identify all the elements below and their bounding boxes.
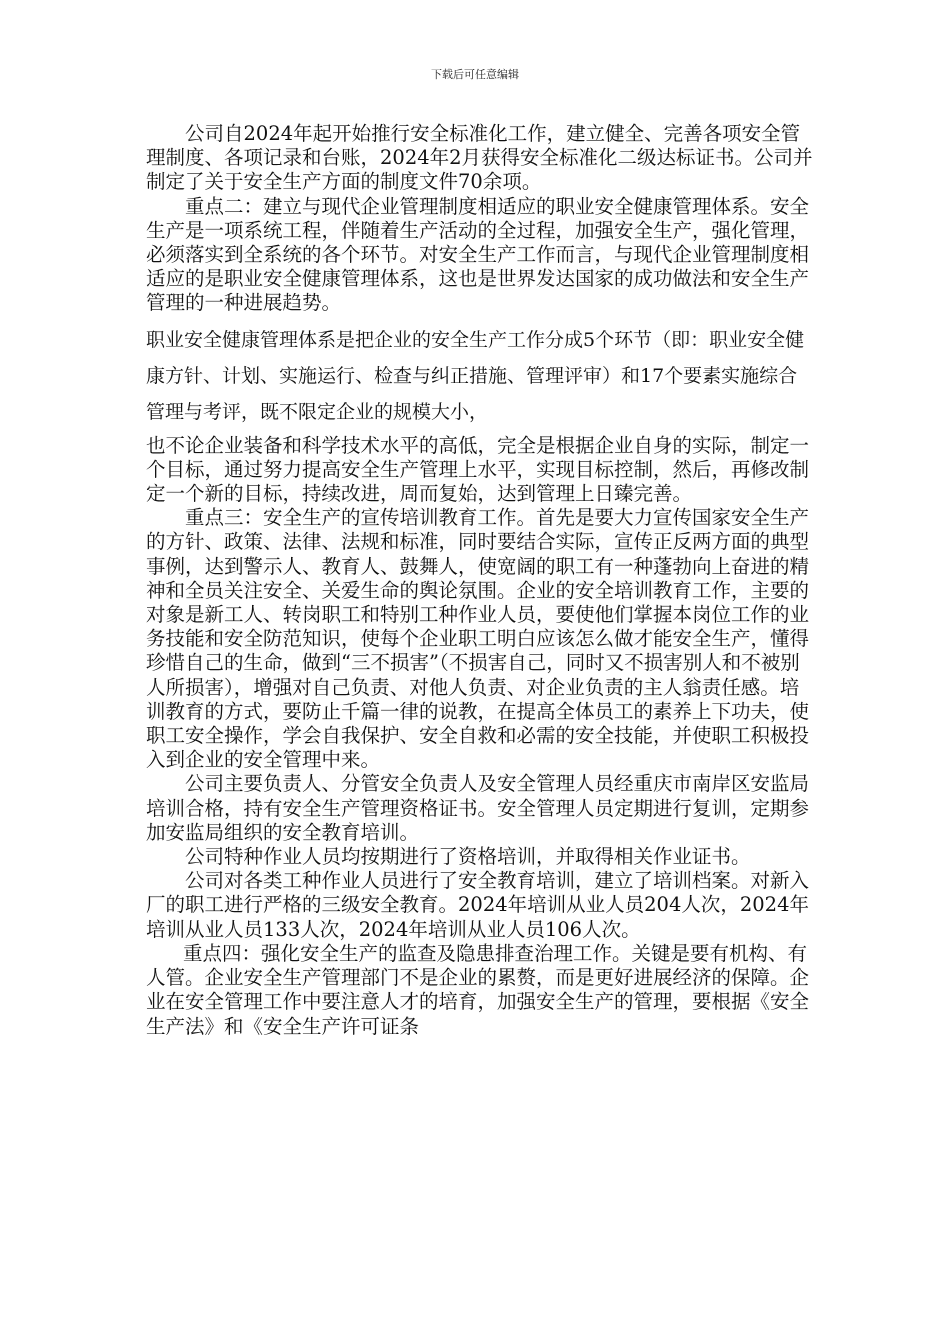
paragraph-key-point-four: 重点四：强化安全生产的监查及隐患排查治理工作。关键是要有机构、有人管。企业安全生产管理部门不是企业的累赘，而是更好进展经济的保障。企业在安全管理工作中要注意人才的培育，加强安全生产的管理，要根据《安全生产法》和《安全生产许可证条 bbox=[146, 941, 810, 1038]
paragraph-standardization: 公司自2024年起开始推行安全标准化工作，建立健全、完善各项安全管理制度、各项记录和台账，2024年2月获得安全标准化二级达标证书。公司并制定了关于安全生产方面的制度文件70余项。 bbox=[146, 122, 813, 194]
paragraph-ohs-continuation: 也不论企业装备和科学技术水平的高低，完全是根据企业自身的实际，制定一个目标，通过努力提高安全生产管理上水平，实现目标控制，然后，再修改制定一个新的目标，持续改进，周而复始，达到管理上日臻完善。 bbox=[146, 433, 810, 506]
document-body bbox=[146, 122, 814, 1039]
paragraph-special-operations: 公司特种作业人员均按期进行了资格培训，并取得相关作业证书。 bbox=[185, 845, 751, 869]
paragraph-ohs-system: 职业安全健康管理体系是把企业的安全生产工作分成5个环节（即：职业安全健康方针、计划、实施运行、检查与纠正措施、管理评审）和17个要素实施综合管理与考评，既不限定企业的规模大小， bbox=[146, 328, 805, 423]
paragraph-key-point-three: 重点三：安全生产的宣传培训教育工作。首先是要大力宣传国家安全生产的方针、政策、法律、法规和标准，同时要结合实际，宣传正反两方面的典型事例，达到警示人、教育人、鼓舞人，使宽阔的职工有一种蓬勃向上奋进的精神和全员关注安全、关爱生命的舆论氛围。企业的安全培训教育工作，主要的对象是新工人、转岗职工和特别工种作业人员，要使他们掌握本岗位工作的业务技能和安全防范知识，使每个企业职工明白应该怎么做才能安全生产，懂得珍惜自己的生命，做到“三不损害”（不损害自己，同时又不损害别人和不被别人所损害），增强对自己负责、对他人负责、对企业负责的主人翁责任感。培训教育的方式，要防止千篇一律的说教，在提高全体员工的素养上下功夫，使职工安全操作，学会自我保护、安全自救和必需的安全技能，并使职工积极投入到企业的安全管理中来。 bbox=[146, 506, 810, 772]
paragraph-management-training: 公司主要负责人、分管安全负责人及安全管理人员经重庆市南岸区安监局培训合格，持有安全生产管理资格证书。安全管理人员定期进行复训，定期参加安监局组织的安全教育培训。 bbox=[146, 772, 810, 844]
paragraph-key-point-two: 重点二：建立与现代企业管理制度相适应的职业安全健康管理体系。安全生产是一项系统工程，伴随着生产活动的全过程，加强安全生产，强化管理，必须落实到全系统的各个环节。对安全生产工作而言，与现代企业管理制度相适应的是职业安全健康管理体系，这也是世界发达国家的成功做法和安全生产管理的一种进展趋势。 bbox=[146, 194, 810, 315]
page-header: 下载后可任意编辑 bbox=[431, 68, 519, 81]
paragraph-training-records: 公司对各类工种作业人员进行了安全教育培训，建立了培训档案。对新入厂的职工进行严格的三级安全教育。2024年培训从业人员204人次，2024年培训从业人员133人次，2024年培训从业人员106人次。 bbox=[146, 869, 810, 941]
